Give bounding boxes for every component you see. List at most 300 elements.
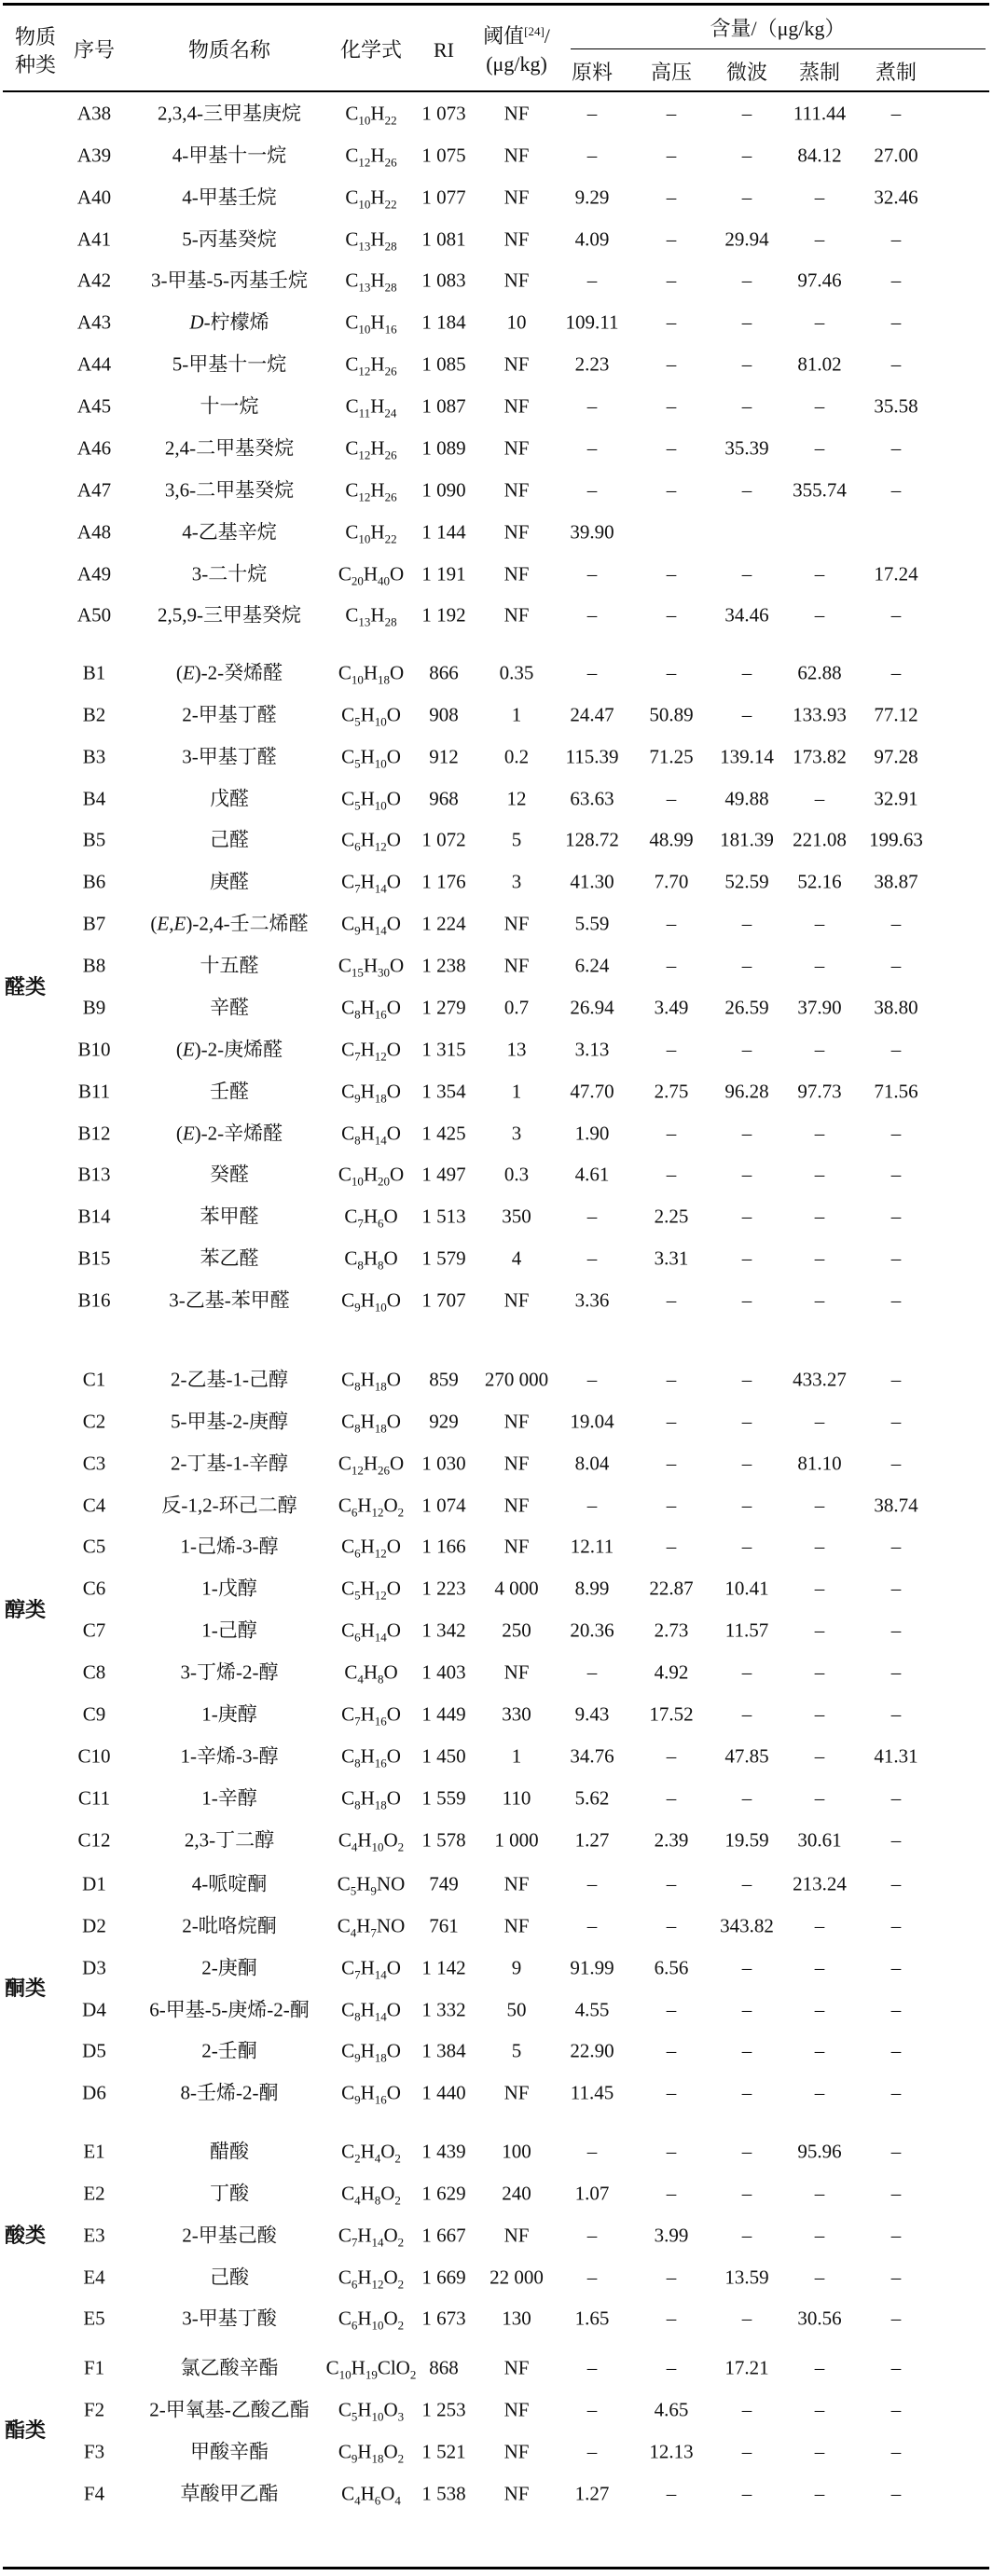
odor-threshold: NF	[503, 352, 530, 376]
compound-name: 2-甲氧基-乙酸乙酯	[149, 2398, 310, 2421]
compound-name: (E)-2-癸烯醛	[175, 661, 283, 684]
retention-index: 1 707	[421, 1288, 466, 1312]
content-value-微波: –	[741, 1163, 752, 1186]
compound-formula: $C_{12}H_{26}$	[345, 478, 397, 504]
retention-index: 1 513	[421, 1205, 466, 1228]
compound-formula: $C_8H_{16}O$	[341, 996, 401, 1022]
compound-index: C2	[82, 1410, 106, 1433]
compound-index: A40	[76, 186, 112, 209]
content-value-微波: 181.39	[720, 828, 774, 851]
odor-threshold: NF	[503, 562, 530, 585]
compound-formula: $C_7H_{12}O$	[341, 1038, 401, 1064]
content-value-煮制: 32.46	[874, 186, 918, 209]
compound-index: C8	[82, 1660, 106, 1684]
content-value-原料: 1.65	[574, 2307, 610, 2330]
content-value-高压: –	[666, 1998, 677, 2021]
content-value-高压: –	[666, 436, 677, 460]
content-value-高压: –	[666, 1872, 677, 1895]
compound-name: 1-辛醇	[201, 1786, 257, 1810]
compound-formula: $C_9H_{18}O$	[341, 1080, 401, 1106]
content-value-蒸制: –	[814, 1702, 825, 1726]
content-value-微波: 52.59	[724, 870, 769, 893]
content-value-原料: –	[586, 2224, 598, 2247]
retention-index: 1 578	[421, 1828, 466, 1852]
content-value-煮制: 32.91	[874, 787, 918, 810]
compound-formula: $C_8H_{18}O$	[341, 1368, 401, 1394]
content-value-蒸制: 37.90	[797, 996, 842, 1019]
content-value-煮制: –	[890, 2307, 902, 2330]
compound-formula: $C_{10}H_{16}$	[345, 310, 397, 337]
retention-index: 1 072	[421, 828, 466, 851]
compound-name: 3-甲基-5-丙基壬烷	[151, 269, 308, 292]
retention-index: 1 579	[421, 1247, 466, 1270]
compound-index: B13	[77, 1163, 111, 1186]
retention-index: 1 673	[421, 2307, 466, 2330]
content-value-微波: –	[741, 1122, 752, 1145]
content-value-蒸制: –	[814, 2039, 825, 2062]
content-value-煮制: –	[890, 1577, 902, 1600]
compound-formula: $C_{10}H_{18}O$	[338, 661, 405, 687]
content-value-蒸制: –	[814, 1038, 825, 1061]
content-value-高压: –	[666, 2039, 677, 2062]
content-value-高压: 22.87	[649, 1577, 694, 1600]
content-value-高压: –	[666, 1452, 677, 1475]
content-value-微波: 139.14	[720, 745, 774, 768]
compound-name: 2,4-二甲基癸烷	[164, 436, 295, 460]
compound-formula: $C_4H_8O$	[344, 1660, 398, 1687]
compound-index: B16	[77, 1288, 111, 1312]
content-value-微波: –	[741, 661, 752, 684]
content-value-煮制: –	[890, 2266, 902, 2289]
compound-index: C4	[82, 1494, 106, 1517]
content-value-高压: 48.99	[649, 828, 694, 851]
content-value-微波: 343.82	[720, 1914, 774, 1937]
content-value-煮制: –	[890, 954, 902, 977]
content-value-原料: 41.30	[570, 870, 614, 893]
compound-index: A41	[76, 227, 112, 251]
content-value-煮制: –	[890, 227, 902, 251]
content-value-蒸制: –	[814, 1288, 825, 1312]
compound-formula: $C_{13}H_{28}$	[345, 227, 397, 254]
content-value-蒸制: 133.93	[793, 703, 847, 726]
compound-formula: $C_{10}H_{19}ClO_2$	[325, 2356, 417, 2382]
compound-index: E2	[83, 2182, 105, 2205]
retention-index: 1 450	[421, 1744, 466, 1768]
content-value-微波: 29.94	[724, 227, 769, 251]
content-value-原料: 1.27	[574, 2482, 610, 2505]
content-value-微波: –	[741, 478, 752, 502]
compound-formula: $C_{10}H_{20}O$	[338, 1163, 405, 1189]
compound-index: A39	[76, 144, 112, 167]
category-label: 酮类	[4, 1977, 47, 2001]
content-value-微波: –	[741, 1702, 752, 1726]
odor-threshold: NF	[503, 227, 530, 251]
compound-formula: $C_{10}H_{22}$	[345, 186, 397, 212]
compound-formula: $C_5H_{12}O$	[341, 1577, 401, 1603]
odor-threshold: 1 000	[494, 1828, 539, 1852]
content-value-原料: 91.99	[570, 1956, 614, 1979]
compound-formula: $C_4H_8O_2$	[341, 2182, 401, 2208]
content-value-微波: –	[741, 1660, 752, 1684]
odor-threshold: NF	[503, 144, 530, 167]
odor-threshold: 4 000	[494, 1577, 539, 1600]
content-value-原料: –	[586, 661, 598, 684]
compound-index: D3	[82, 1956, 106, 1979]
compound-formula: $C_4H_{10}O_2$	[338, 1828, 405, 1854]
content-value-蒸制: –	[814, 2398, 825, 2421]
compound-formula: $C_5H_{10}O$	[341, 703, 401, 729]
header-formula: 化学式	[339, 38, 403, 62]
header-ri: RI	[434, 38, 454, 62]
content-value-原料: 9.29	[574, 186, 610, 209]
content-value-煮制: –	[890, 2398, 902, 2421]
compound-index: B3	[82, 745, 106, 768]
content-value-煮制: –	[890, 1410, 902, 1433]
compound-index: B2	[82, 703, 106, 726]
content-value-微波: –	[741, 562, 752, 585]
odor-threshold: 350	[502, 1205, 531, 1228]
content-value-原料: –	[586, 1247, 598, 1270]
content-value-原料: 4.55	[574, 1998, 610, 2021]
content-value-蒸制: 81.10	[797, 1452, 842, 1475]
compound-formula: $C_{12}H_{26}O$	[338, 1452, 405, 1478]
odor-threshold: NF	[503, 1660, 530, 1684]
compound-name: 3-丁烯-2-醇	[180, 1660, 279, 1684]
content-value-高压: 6.56	[654, 1956, 689, 1979]
category-label: 酸类	[4, 2223, 47, 2247]
compound-index: A46	[76, 436, 112, 460]
content-value-微波: –	[741, 2482, 752, 2505]
content-value-蒸制: 221.08	[793, 828, 847, 851]
content-value-蒸制: 355.74	[793, 478, 847, 502]
compound-formula: $C_9H_{18}O_2$	[338, 2440, 405, 2466]
compound-index: B5	[82, 828, 106, 851]
compound-name: 6-甲基-5-庚烯-2-酮	[149, 1998, 310, 2021]
content-value-原料: 5.62	[574, 1786, 610, 1810]
content-value-煮制: –	[890, 1956, 902, 1979]
content-value-高压: –	[666, 1122, 677, 1145]
retention-index: 1 192	[421, 603, 466, 627]
compound-index: B14	[77, 1205, 111, 1228]
content-value-煮制: –	[890, 310, 902, 334]
content-value-高压: –	[666, 1914, 677, 1937]
header-index: 序号	[73, 38, 116, 62]
compound-formula: $C_9H_{14}O$	[341, 912, 401, 938]
retention-index: 1 497	[421, 1163, 466, 1186]
content-value-煮制: –	[890, 1247, 902, 1270]
retention-index: 1 089	[421, 436, 466, 460]
content-value-原料: –	[586, 1494, 598, 1517]
retention-index: 1 669	[421, 2266, 466, 2289]
header-method: 原料	[571, 61, 614, 84]
content-value-煮制: –	[890, 1038, 902, 1061]
odor-threshold: 5	[511, 828, 522, 851]
compound-index: C10	[77, 1744, 111, 1768]
odor-threshold: NF	[503, 1535, 530, 1558]
content-value-微波: –	[741, 1247, 752, 1270]
odor-threshold: NF	[503, 269, 530, 292]
compound-name: 1-己烯-3-醇	[180, 1535, 279, 1558]
content-value-原料: 8.99	[574, 1577, 610, 1600]
content-value-高压: –	[666, 603, 677, 627]
content-value-原料: –	[586, 394, 598, 418]
odor-threshold: NF	[503, 2440, 530, 2463]
retention-index: 929	[429, 1410, 459, 1433]
retention-index: 1 077	[421, 186, 466, 209]
content-value-原料: –	[586, 2398, 598, 2421]
compound-index: D4	[82, 1998, 106, 2021]
compound-name: 2-乙基-1-己醇	[171, 1368, 288, 1391]
content-value-微波: 13.59	[724, 2266, 769, 2289]
compound-formula: $C_5H_{10}O$	[341, 745, 401, 771]
compound-formula: $C_7H_{14}O$	[341, 1956, 401, 1982]
content-value-原料: –	[586, 144, 598, 167]
compound-formula: $C_{10}H_{22}$	[345, 102, 397, 128]
odor-threshold: 240	[502, 2182, 531, 2205]
content-value-高压: –	[666, 912, 677, 935]
content-value-高压: –	[666, 1410, 677, 1433]
content-value-原料: 9.43	[574, 1702, 610, 1726]
content-value-蒸制: 111.44	[793, 102, 847, 125]
content-value-微波: 34.46	[724, 603, 769, 627]
content-value-高压: –	[666, 227, 677, 251]
content-value-煮制: –	[890, 1619, 902, 1642]
content-value-煮制: –	[890, 2081, 902, 2104]
compound-name: 4-甲基壬烷	[182, 186, 277, 209]
content-value-微波: –	[741, 2140, 752, 2163]
compound-name: 1-戊醇	[201, 1577, 257, 1600]
header-method: 蒸制	[798, 61, 841, 84]
retention-index: 1 521	[421, 2440, 466, 2463]
content-value-原料: 63.63	[570, 787, 614, 810]
retention-index: 1 224	[421, 912, 466, 935]
retention-index: 1 279	[421, 996, 466, 1019]
compound-index: B15	[77, 1247, 111, 1270]
odor-threshold: NF	[503, 1494, 530, 1517]
content-value-蒸制: –	[814, 436, 825, 460]
compound-name: 3-二十烷	[191, 562, 268, 585]
odor-threshold: NF	[503, 186, 530, 209]
content-value-蒸制: 62.88	[797, 661, 842, 684]
content-value-高压: 2.73	[654, 1619, 689, 1642]
retention-index: 859	[429, 1368, 459, 1391]
retention-index: 1 449	[421, 1702, 466, 1726]
compound-index: A47	[76, 478, 112, 502]
compound-name: 草酸甲乙酯	[180, 2482, 279, 2505]
content-value-原料: 19.04	[570, 1410, 614, 1433]
content-value-微波: –	[741, 1288, 752, 1312]
content-value-高压: –	[666, 2266, 677, 2289]
compound-name: 8-壬烯-2-酮	[180, 2081, 279, 2104]
compound-name: 2-庚酮	[201, 1956, 257, 1979]
content-value-高压: –	[666, 478, 677, 502]
compound-formula: $C_{10}H_{22}$	[345, 520, 397, 546]
content-value-微波: 17.21	[724, 2356, 769, 2379]
content-value-原料: –	[586, 2440, 598, 2463]
content-value-蒸制: –	[814, 2266, 825, 2289]
odor-threshold: 130	[502, 2307, 531, 2330]
compound-formula: $C_8H_{14}O$	[341, 1998, 401, 2024]
content-value-高压: 3.31	[654, 1247, 689, 1270]
compound-index: F4	[83, 2482, 105, 2505]
retention-index: 1 223	[421, 1577, 466, 1600]
content-value-蒸制: –	[814, 1205, 825, 1228]
content-value-蒸制: –	[814, 912, 825, 935]
content-value-微波: –	[741, 269, 752, 292]
top-rule	[3, 3, 989, 6]
retention-index: 1 403	[421, 1660, 466, 1684]
content-value-原料: –	[586, 562, 598, 585]
content-value-微波: –	[741, 1410, 752, 1433]
odor-threshold: 110	[502, 1786, 531, 1810]
compound-formula: $C_8H_{18}O$	[341, 1410, 401, 1436]
compound-index: A44	[76, 352, 112, 376]
compound-name: 2-吡咯烷酮	[182, 1914, 277, 1937]
content-value-原料: –	[586, 1914, 598, 1937]
content-value-煮制: –	[890, 478, 902, 502]
content-value-微波: –	[741, 1998, 752, 2021]
compound-formula: $C_6H_{10}O_2$	[338, 2307, 405, 2333]
content-value-蒸制: –	[814, 787, 825, 810]
content-value-煮制: –	[890, 102, 902, 125]
compound-formula: $C_9H_{10}O$	[341, 1288, 401, 1315]
content-value-煮制: 77.12	[874, 703, 918, 726]
content-value-高压: –	[666, 394, 677, 418]
content-value-蒸制: –	[814, 1410, 825, 1433]
odor-threshold: 0.3	[503, 1163, 530, 1186]
content-value-原料: 4.09	[574, 227, 610, 251]
content-value-蒸制: –	[814, 2081, 825, 2104]
retention-index: 1 030	[421, 1452, 466, 1475]
content-value-煮制: –	[890, 1786, 902, 1810]
content-value-蒸制: 30.56	[797, 2307, 842, 2330]
content-value-煮制: –	[890, 1535, 902, 1558]
content-value-微波: –	[741, 2039, 752, 2062]
content-value-微波: –	[741, 2398, 752, 2421]
content-value-蒸制: –	[814, 227, 825, 251]
content-value-蒸制: –	[814, 394, 825, 418]
content-value-微波: –	[741, 2182, 752, 2205]
content-value-原料: 115.39	[565, 745, 619, 768]
compound-name: 4-甲基十一烷	[172, 144, 287, 167]
odor-threshold: 250	[502, 1619, 531, 1642]
compound-index: A49	[76, 562, 112, 585]
content-value-原料: –	[586, 436, 598, 460]
content-value-蒸制: 84.12	[797, 144, 842, 167]
odor-threshold: 1	[511, 1744, 522, 1768]
content-value-高压: –	[666, 2307, 677, 2330]
threshold-reference: [24]	[524, 24, 545, 38]
compound-index: A50	[76, 603, 112, 627]
content-value-煮制: –	[890, 436, 902, 460]
content-value-微波: –	[741, 1494, 752, 1517]
retention-index: 761	[429, 1914, 459, 1937]
odor-threshold: NF	[503, 954, 530, 977]
compound-name: 3-乙基-苯甲醛	[169, 1288, 290, 1312]
compound-formula: $C_5H_9NO$	[337, 1872, 406, 1898]
content-value-蒸制: –	[814, 186, 825, 209]
compound-index: C5	[82, 1535, 106, 1558]
odor-threshold: NF	[503, 1452, 530, 1475]
odor-threshold: NF	[503, 394, 530, 418]
compound-name: 己酸	[210, 2266, 249, 2289]
odor-threshold: NF	[503, 1410, 530, 1433]
compound-name: D-柠檬烯	[189, 310, 269, 334]
content-value-高压: 2.25	[654, 1205, 689, 1228]
content-value-煮制: 97.28	[874, 745, 918, 768]
retention-index: 1 342	[421, 1619, 466, 1642]
content-value-原料: –	[586, 478, 598, 502]
content-value-高压: –	[666, 102, 677, 125]
compound-formula: $C_5H_{10}O$	[341, 787, 401, 813]
content-value-高压: –	[666, 1744, 677, 1768]
content-value-原料: 47.70	[570, 1080, 614, 1103]
odor-threshold: 12	[506, 787, 527, 810]
category-label: 醛类	[4, 974, 47, 999]
compound-formula: $C_{13}H_{28}$	[345, 603, 397, 629]
content-value-高压: –	[666, 2482, 677, 2505]
retention-index: 1 315	[421, 1038, 466, 1061]
compound-index: C7	[82, 1619, 106, 1642]
odor-threshold: 10	[506, 310, 527, 334]
retention-index: 866	[429, 661, 459, 684]
content-value-蒸制: 81.02	[797, 352, 842, 376]
odor-threshold: NF	[503, 436, 530, 460]
content-value-原料: 8.04	[574, 1452, 610, 1475]
retention-index: 1 083	[421, 269, 466, 292]
content-value-蒸制: 173.82	[793, 745, 847, 768]
retention-index: 868	[429, 2356, 459, 2379]
content-value-高压: 4.92	[654, 1660, 689, 1684]
retention-index: 1 085	[421, 352, 466, 376]
compound-index: C9	[82, 1702, 106, 1726]
compound-formula: $C_6H_{12}O$	[341, 1535, 401, 1561]
compound-index: B12	[77, 1122, 111, 1145]
content-value-高压: 12.13	[649, 2440, 694, 2463]
compound-formula: $C_9H_{16}O$	[341, 2081, 401, 2107]
content-value-蒸制: 52.16	[797, 870, 842, 893]
retention-index: 1 074	[421, 1494, 466, 1517]
compound-name: 甲酸辛酯	[190, 2440, 269, 2463]
content-value-原料: –	[586, 1660, 598, 1684]
retention-index: 1 253	[421, 2398, 466, 2421]
content-value-煮制: –	[890, 2440, 902, 2463]
retention-index: 1 559	[421, 1786, 466, 1810]
content-value-煮制: –	[890, 2224, 902, 2247]
content-value-蒸制: 433.27	[793, 1368, 847, 1391]
content-value-蒸制: 213.24	[793, 1872, 847, 1895]
content-value-微波: 11.57	[724, 1619, 769, 1642]
content-value-高压: –	[666, 1494, 677, 1517]
odor-threshold: NF	[503, 1288, 530, 1312]
content-value-原料: 128.72	[565, 828, 619, 851]
retention-index: 1 440	[421, 2081, 466, 2104]
content-value-微波: 35.39	[724, 436, 769, 460]
content-value-蒸制: 30.61	[797, 1828, 842, 1852]
content-value-高压: –	[666, 1368, 677, 1391]
content-value-微波: –	[741, 1038, 752, 1061]
content-value-原料: 20.36	[570, 1619, 614, 1642]
content-value-蒸制: –	[814, 2356, 825, 2379]
odor-threshold: NF	[503, 2398, 530, 2421]
retention-index: 1 332	[421, 1998, 466, 2021]
content-value-微波: –	[741, 2081, 752, 2104]
content-value-高压: 3.99	[654, 2224, 689, 2247]
content-value-煮制: –	[890, 352, 902, 376]
content-value-原料: –	[586, 2140, 598, 2163]
retention-index: 1 238	[421, 954, 466, 977]
content-value-煮制: –	[890, 2482, 902, 2505]
